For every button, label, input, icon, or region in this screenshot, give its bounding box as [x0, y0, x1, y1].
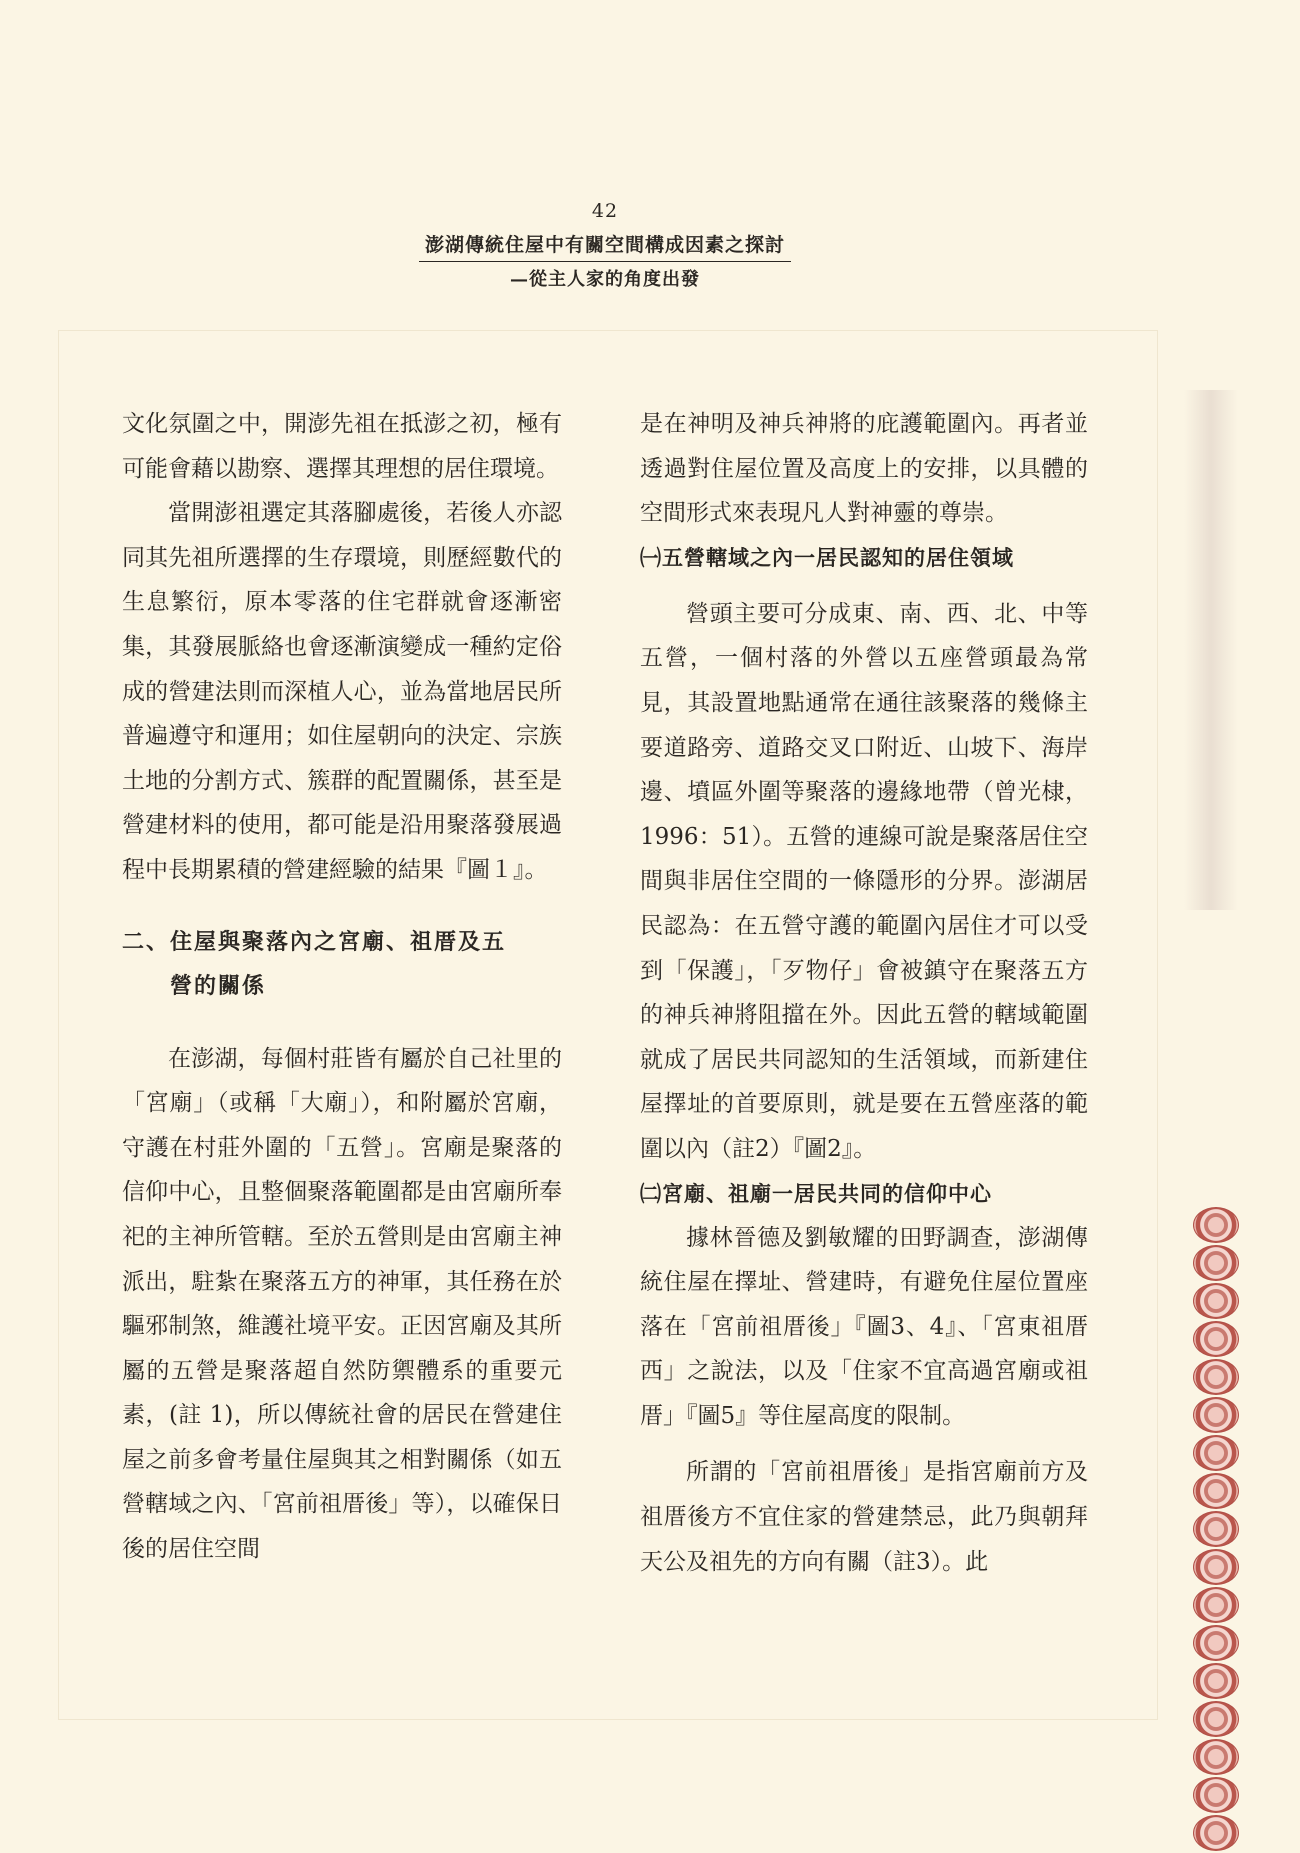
seal-ornament-icon [1193, 1511, 1239, 1547]
paragraph: 據林晉德及劉敏耀的田野調查，澎湖傳統住屋在擇址、營建時，有避免住屋位置座落在「宮前祖厝後」『圖3、4』、「宮東祖厝西」之說法，以及「住家不宜高過宮廟或祖厝」『圖5』等住屋高度的限制。 [640, 1224, 1088, 1429]
section-heading-line2: 營的關係 [170, 973, 267, 999]
seal-ornament-icon [1193, 1625, 1239, 1661]
seal-ornament-icon [1193, 1815, 1239, 1851]
binding-edge-shadow [1184, 390, 1238, 910]
seal-ornament-icon [1193, 1321, 1239, 1357]
paragraph: 營頭主要可分成東、南、西、北、中等五營，一個村落的外營以五座營頭最為常見，其設置地點通常在通往該聚落的幾條主要道路旁、道路交叉口附近、山坡下、海岸邊、墳區外圍等聚落的邊緣地帶（曾光棣，1996：51）。五營的連線可說是聚落居住空間與非居住空間的一條隱形的分界。澎湖居民認為：在五營守護的範圍內居住才可以受到「保護」，「歹物仔」會被鎮守在聚落五方的神兵神將阻擋在外。因此五營的轄域範圍就成了居民共同認知的生活領域，而新建住屋擇址的首要原則，就是要在五營座落的範圍以內（註2）『圖2』。 [640, 600, 1088, 1162]
seal-ornament-icon [1193, 1397, 1239, 1433]
subsection-heading: ㈡宮廟、祖廟一居民共同的信仰中心 [640, 1181, 992, 1206]
section-heading-line1: 二、住屋與聚落內之宮廟、祖厝及五 [122, 929, 507, 955]
seal-ornament-icon [1193, 1473, 1239, 1509]
seal-ornament-icon [1193, 1549, 1239, 1585]
paragraph: 文化氛圍之中，開澎先祖在抵澎之初，極有可能會藉以勘察、選擇其理想的居住環境。 [122, 411, 562, 482]
seal-ornament-icon [1193, 1777, 1239, 1813]
paragraph: 當開澎祖選定其落腳處後，若後人亦認同其先祖所選擇的生存環境，則歷經數代的生息繁衍，原本零落的住宅群就會逐漸密集，其發展脈絡也會逐漸演變成一種約定俗成的營建法則而深植人心，並為當地居民所普遍遵守和運用；如住屋朝向的決定、宗族土地的分割方式、簇群的配置關係，甚至是營建材料的使用，都可能是沿用聚落發展過程中長期累積的營建經驗的結果『圖１』。 [122, 500, 562, 883]
seal-ornament-icon [1193, 1435, 1239, 1471]
subsection-heading: ㈠五營轄域之內一居民認知的居住領域 [640, 545, 1014, 570]
paragraph: 是在神明及神兵神將的庇護範圍內。再者並透過對住屋位置及高度上的安排，以具體的空間形式來表現凡人對神靈的尊崇。 [640, 411, 1088, 527]
running-subtitle: —從主人家的角度出發 [510, 269, 700, 290]
seal-ornament-icon [1193, 1245, 1239, 1281]
decorative-seal-strip [1184, 1207, 1248, 1853]
page-number: 42 [591, 200, 619, 222]
seal-ornament-icon [1193, 1359, 1239, 1395]
seal-ornament-icon [1193, 1587, 1239, 1623]
left-column [122, 402, 562, 1572]
section-heading [122, 921, 562, 1009]
running-title: 澎湖傳統住屋中有關空間構成因素之探討 [419, 230, 791, 262]
seal-ornament-icon [1193, 1663, 1239, 1699]
paragraph: 所謂的「宮前祖厝後」是指宮廟前方及祖厝後方不宜住家的營建禁忌，此乃與朝拜天公及祖先的方向有關（註3）。此 [640, 1459, 1088, 1575]
seal-ornament-icon [1193, 1207, 1239, 1243]
page-header [0, 200, 1210, 291]
seal-ornament-icon [1193, 1701, 1239, 1737]
right-column [640, 402, 1088, 1584]
paragraph: 在澎湖，每個村莊皆有屬於自己社里的「宮廟」（或稱「大廟」），和附屬於宮廟，守護在村莊外圍的「五營」。宮廟是聚落的信仰中心，且整個聚落範圍都是由宮廟所奉祀的主神所管轄。至於五營則是由宮廟主神派出，駐紮在聚落五方的神軍，其任務在於驅邪制煞，維護社境平安。正因宮廟及其所屬的五營是聚落超自然防禦體系的重要元素，(註 1)，所以傳統社會的居民在營建住屋之前多會考量住屋與其之相對關係（如五營轄域之內、「宮前祖厝後」等），以確保日後的居住空間 [122, 1045, 562, 1563]
seal-ornament-icon [1193, 1739, 1239, 1775]
seal-ornament-icon [1193, 1283, 1239, 1319]
